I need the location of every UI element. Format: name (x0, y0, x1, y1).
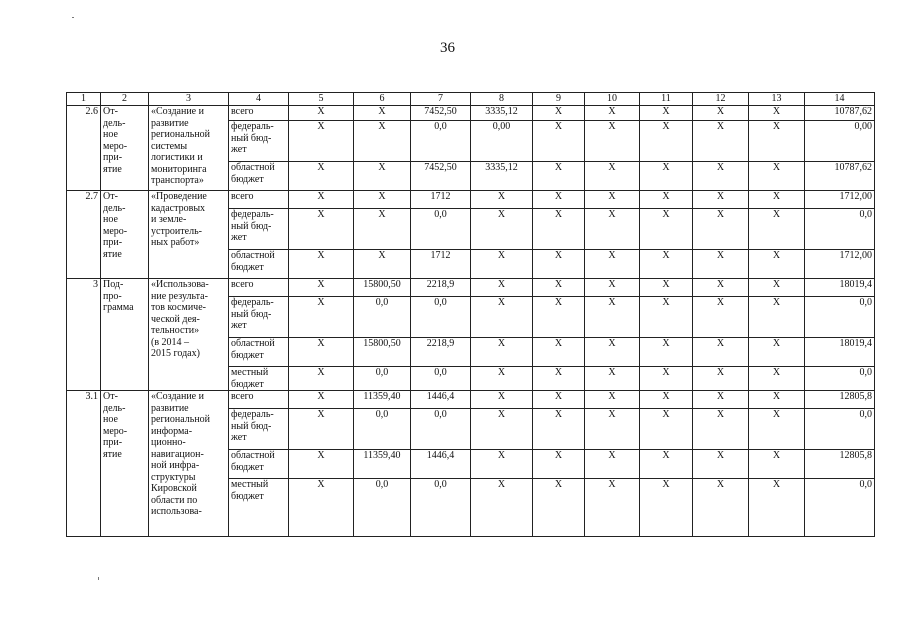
value-cell: 1712,00 (805, 191, 875, 209)
funding-source: всего (229, 279, 289, 297)
value-cell: X (533, 367, 585, 391)
value-cell: X (640, 162, 693, 191)
value-cell: X (289, 162, 354, 191)
value-cell: X (471, 250, 533, 279)
value-cell: X (640, 191, 693, 209)
item-code: 3.1 (67, 391, 101, 537)
value-cell: 2218,9 (411, 338, 471, 367)
scan-mark (72, 17, 74, 18)
funding-source: федераль- ный бюд- жет (229, 209, 289, 250)
value-cell: X (693, 479, 749, 537)
value-cell: X (640, 367, 693, 391)
scan-mark (98, 577, 99, 580)
value-cell: X (749, 279, 805, 297)
table-row (67, 191, 875, 209)
item-name: «Создание и развитие региональной системы логистики и мониторинга транспорта» (149, 106, 229, 191)
value-cell: X (533, 450, 585, 479)
value-cell: 18019,4 (805, 279, 875, 297)
value-cell: 0,0 (411, 209, 471, 250)
funding-source: местный бюджет (229, 479, 289, 537)
value-cell: X (585, 106, 640, 121)
value-cell: X (533, 162, 585, 191)
value-cell: X (585, 367, 640, 391)
value-cell: X (533, 121, 585, 162)
item-code: 2.6 (67, 106, 101, 191)
value-cell: X (693, 121, 749, 162)
value-cell: X (640, 338, 693, 367)
value-cell: 2218,9 (411, 279, 471, 297)
value-cell: X (289, 297, 354, 338)
column-number-row (67, 93, 875, 106)
value-cell: X (749, 297, 805, 338)
column-number-header: 9 (533, 93, 585, 106)
value-cell: X (585, 250, 640, 279)
value-cell: 11359,40 (354, 450, 411, 479)
value-cell: X (749, 338, 805, 367)
value-cell: 1712 (411, 250, 471, 279)
funding-source: местный бюджет (229, 367, 289, 391)
value-cell: X (749, 191, 805, 209)
value-cell: X (354, 121, 411, 162)
value-cell: X (471, 479, 533, 537)
value-cell: X (693, 106, 749, 121)
value-cell: 15800,50 (354, 279, 411, 297)
value-cell: 0,0 (805, 367, 875, 391)
value-cell: X (289, 279, 354, 297)
value-cell: X (693, 391, 749, 409)
funding-source: федераль- ный бюд- жет (229, 409, 289, 450)
value-cell: X (533, 391, 585, 409)
value-cell: 0,0 (411, 121, 471, 162)
item-code: 2.7 (67, 191, 101, 279)
value-cell: X (749, 209, 805, 250)
value-cell: X (640, 409, 693, 450)
value-cell: X (749, 162, 805, 191)
value-cell: X (585, 209, 640, 250)
value-cell: X (471, 209, 533, 250)
value-cell: X (471, 391, 533, 409)
value-cell: X (585, 450, 640, 479)
value-cell: X (533, 106, 585, 121)
column-number-header: 6 (354, 93, 411, 106)
funding-source: всего (229, 391, 289, 409)
value-cell: X (533, 409, 585, 450)
value-cell: X (585, 479, 640, 537)
value-cell: X (693, 279, 749, 297)
value-cell: 1446,4 (411, 391, 471, 409)
value-cell: X (749, 409, 805, 450)
column-number-header: 12 (693, 93, 749, 106)
value-cell: 10787,62 (805, 162, 875, 191)
value-cell: X (471, 450, 533, 479)
value-cell: X (533, 279, 585, 297)
value-cell: X (471, 297, 533, 338)
value-cell: X (640, 209, 693, 250)
funding-source: всего (229, 191, 289, 209)
value-cell: 0,0 (805, 209, 875, 250)
column-number-header: 3 (149, 93, 229, 106)
value-cell: 1712,00 (805, 250, 875, 279)
value-cell: X (585, 279, 640, 297)
column-number-header: 14 (805, 93, 875, 106)
value-cell: 0,0 (411, 409, 471, 450)
column-number-header: 1 (67, 93, 101, 106)
value-cell: X (640, 250, 693, 279)
value-cell: 0,0 (411, 297, 471, 338)
value-cell: 18019,4 (805, 338, 875, 367)
column-number-header: 8 (471, 93, 533, 106)
budget-table (66, 92, 875, 537)
value-cell: X (693, 297, 749, 338)
funding-source: федераль- ный бюд- жет (229, 297, 289, 338)
funding-source: областной бюджет (229, 162, 289, 191)
funding-source: всего (229, 106, 289, 121)
value-cell: X (693, 191, 749, 209)
value-cell: 0,0 (354, 409, 411, 450)
value-cell: X (585, 162, 640, 191)
value-cell: 7452,50 (411, 162, 471, 191)
value-cell: 3335,12 (471, 162, 533, 191)
value-cell: X (585, 338, 640, 367)
table-row (67, 279, 875, 297)
value-cell: X (289, 209, 354, 250)
value-cell: X (471, 338, 533, 367)
value-cell: 1712 (411, 191, 471, 209)
value-cell: X (533, 209, 585, 250)
value-cell: 10787,62 (805, 106, 875, 121)
value-cell: 0,0 (805, 479, 875, 537)
value-cell: X (354, 191, 411, 209)
item-code: 3 (67, 279, 101, 391)
item-status: От- дель- ное меро- при- ятие (101, 106, 149, 191)
funding-source: областной бюджет (229, 450, 289, 479)
column-number-header: 4 (229, 93, 289, 106)
value-cell: X (585, 391, 640, 409)
table-row (67, 391, 875, 409)
value-cell: X (354, 162, 411, 191)
value-cell: X (640, 450, 693, 479)
value-cell: X (533, 191, 585, 209)
value-cell: X (289, 338, 354, 367)
value-cell: X (693, 450, 749, 479)
value-cell: 0,0 (354, 479, 411, 537)
column-number-header: 13 (749, 93, 805, 106)
value-cell: X (533, 297, 585, 338)
value-cell: 12805,8 (805, 450, 875, 479)
value-cell: X (471, 367, 533, 391)
table-row (67, 106, 875, 121)
value-cell: X (289, 191, 354, 209)
value-cell: X (640, 391, 693, 409)
value-cell: X (585, 191, 640, 209)
value-cell: X (289, 391, 354, 409)
column-number-header: 7 (411, 93, 471, 106)
value-cell: X (693, 209, 749, 250)
value-cell: X (471, 191, 533, 209)
value-cell: 0,0 (805, 409, 875, 450)
value-cell: X (585, 121, 640, 162)
column-number-header: 2 (101, 93, 149, 106)
column-number-header: 10 (585, 93, 640, 106)
value-cell: X (585, 409, 640, 450)
value-cell: X (693, 162, 749, 191)
value-cell: X (289, 106, 354, 121)
value-cell: X (289, 121, 354, 162)
value-cell: X (533, 338, 585, 367)
item-name: «Проведение кадастровых и земле- устроитель- ных работ» (149, 191, 229, 279)
funding-source: областной бюджет (229, 250, 289, 279)
value-cell: 0,0 (411, 367, 471, 391)
value-cell: X (640, 279, 693, 297)
value-cell: X (749, 391, 805, 409)
value-cell: 0,00 (805, 121, 875, 162)
item-name: «Создание и развитие региональной информа- ционно- навигацион- ной инфра- структуры Кировской области по использова- (149, 391, 229, 537)
page-number: 36 (440, 40, 455, 56)
value-cell: X (640, 479, 693, 537)
value-cell: X (749, 450, 805, 479)
value-cell: 3335,12 (471, 106, 533, 121)
value-cell: X (749, 367, 805, 391)
value-cell: 0,0 (354, 297, 411, 338)
value-cell: 0,0 (805, 297, 875, 338)
value-cell: X (693, 367, 749, 391)
value-cell: X (471, 409, 533, 450)
value-cell: X (640, 121, 693, 162)
value-cell: X (693, 409, 749, 450)
value-cell: 0,0 (354, 367, 411, 391)
value-cell: 0,0 (411, 479, 471, 537)
value-cell: X (354, 209, 411, 250)
value-cell: X (640, 297, 693, 338)
value-cell: 0,00 (471, 121, 533, 162)
value-cell: 7452,50 (411, 106, 471, 121)
item-name: «Использова- ние результа- тов космиче- ческой дея- тельности» (в 2014 – 2015 годах) (149, 279, 229, 391)
value-cell: 1446,4 (411, 450, 471, 479)
value-cell: 11359,40 (354, 391, 411, 409)
value-cell: X (533, 479, 585, 537)
value-cell: X (354, 250, 411, 279)
funding-source: областной бюджет (229, 338, 289, 367)
value-cell: X (749, 121, 805, 162)
value-cell: X (354, 106, 411, 121)
value-cell: X (289, 409, 354, 450)
value-cell: X (289, 250, 354, 279)
funding-source: федераль- ный бюд- жет (229, 121, 289, 162)
value-cell: X (693, 338, 749, 367)
value-cell: X (533, 250, 585, 279)
item-status: От- дель- ное меро- при- ятие (101, 391, 149, 537)
value-cell: X (749, 250, 805, 279)
column-number-header: 11 (640, 93, 693, 106)
value-cell: X (289, 450, 354, 479)
value-cell: X (640, 106, 693, 121)
value-cell: X (693, 250, 749, 279)
value-cell: 15800,50 (354, 338, 411, 367)
value-cell: X (749, 479, 805, 537)
value-cell: X (289, 367, 354, 391)
value-cell: 12805,8 (805, 391, 875, 409)
item-status: Под- про- грамма (101, 279, 149, 391)
column-number-header: 5 (289, 93, 354, 106)
value-cell: X (471, 279, 533, 297)
item-status: От- дель- ное меро- при- ятие (101, 191, 149, 279)
value-cell: X (585, 297, 640, 338)
value-cell: X (749, 106, 805, 121)
value-cell: X (289, 479, 354, 537)
